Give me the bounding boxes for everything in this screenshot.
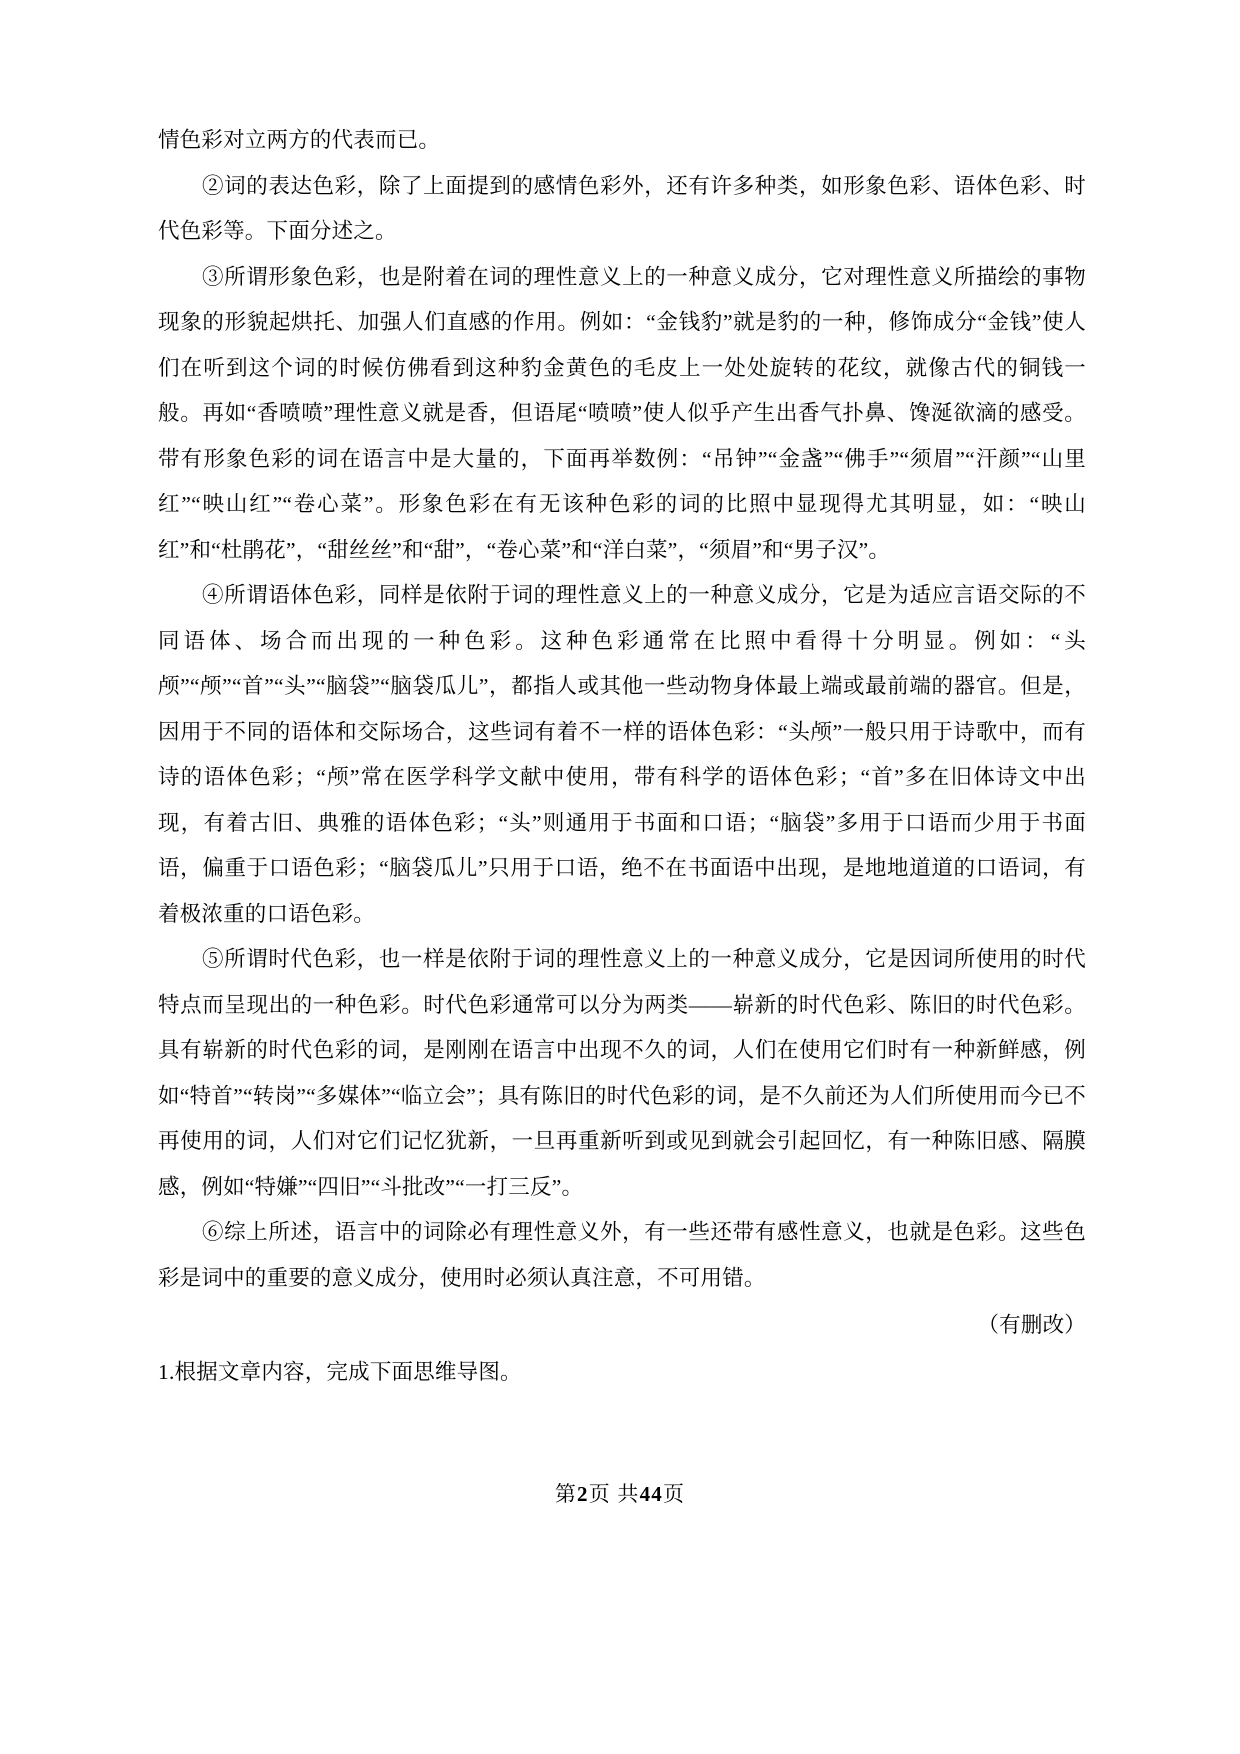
footer-suffix: 页 (662, 1482, 686, 1506)
document-body (158, 118, 1086, 1395)
paragraph-5: ⑤所谓时代色彩，也一样是依附于词的理性意义上的一种意义成分，它是因词所使用的时代特点而呈现出的一种色彩。时代色彩通常可以分为两类——崭新的时代色彩、陈旧的时代色彩。具有崭新的时代色彩的词，是刚刚在语言中出现不久的词，人们在使用它们时有一种新鲜感，例如“特首”“转岗”“多媒体”“临立会”；具有陈旧的时代色彩的词，是不久前还为人们所使用而今已不再使用的词，人们对它们记忆犹新，一旦再重新听到或见到就会引起回忆，有一种陈旧感、隔膜感，例如“特嫌”“四旧”“斗批改”“一打三反”。 (158, 947, 1086, 1199)
question-1: 1.根据文章内容，完成下面思维导图。 (158, 1359, 522, 1384)
footer-current-page: 2 (577, 1482, 589, 1506)
paragraph-6: ⑥综上所述，语言中的词除必有理性意义外，有一些还带有感性意义，也就是色彩。这些色彩是词中的重要的意义成分，使用时必须认真注意，不可用错。 (158, 1220, 1086, 1290)
footer-middle: 页 共 (588, 1482, 640, 1506)
page-footer (0, 1478, 1240, 1508)
source-note: （有删改） (977, 1313, 1086, 1337)
paragraph-4: ④所谓语体色彩，同样是依附于词的理性意义上的一种意义成分，它是为适应言语交际的不同语体、场合而出现的一种色彩。这种色彩通常在比照中看得十分明显。例如：“头颅”“颅”“首”“头”“脑袋”“脑袋瓜儿”，都指人或其他一些动物身体最上端或最前端的器官。但是，因用于不同的语体和交际场合，这些词有着不一样的语体色彩：“头颅”一般只用于诗歌中，而有诗的语体色彩；“颅”常在医学科学文献中使用，带有科学的语体色彩；“首”多在旧体诗文中出现，有着古旧、典雅的语体色彩；“头”则通用于书面和口语；“脑袋”多用于口语而少用于书面语，偏重于口语色彩；“脑袋瓜儿”只用于口语，绝不在书面语中出现，是地地道道的口语词，有着极浓重的口语色彩。 (158, 583, 1086, 926)
paragraph-2: ②词的表达色彩，除了上面提到的感情色彩外，还有许多种类，如形象色彩、语体色彩、时代色彩等。下面分述之。 (158, 173, 1086, 243)
paragraph-3: ③所谓形象色彩，也是附着在词的理性意义上的一种意义成分，它对理性意义所描绘的事物现象的形貌起烘托、加强人们直感的作用。例如：“金钱豹”就是豹的一种，修饰成分“金钱”使人们在听到这个词的时候仿佛看到这种豹金黄色的毛皮上一处处旋转的花纹，就像古代的铜钱一般。再如“香喷喷”理性意义就是香，但语尾“喷喷”使人似乎产生出香气扑鼻、馋涎欲滴的感受。带有形象色彩的词在语言中是大量的，下面再举数例：“吊钟”“金盏”“佛手”“须眉”“汗颜”“山里红”“映山红”“卷心菜”。形象色彩在有无该种色彩的词的比照中显现得尤其明显，如：“映山红”和“杜鹃花”，“甜丝丝”和“甜”，“卷心菜”和“洋白菜”，“须眉”和“男子汉”。 (158, 264, 1086, 562)
footer-prefix: 第 (554, 1482, 578, 1506)
footer-total-pages: 44 (639, 1482, 663, 1506)
paragraph-continuation: 情色彩对立两方的代表而已。 (158, 128, 441, 152)
